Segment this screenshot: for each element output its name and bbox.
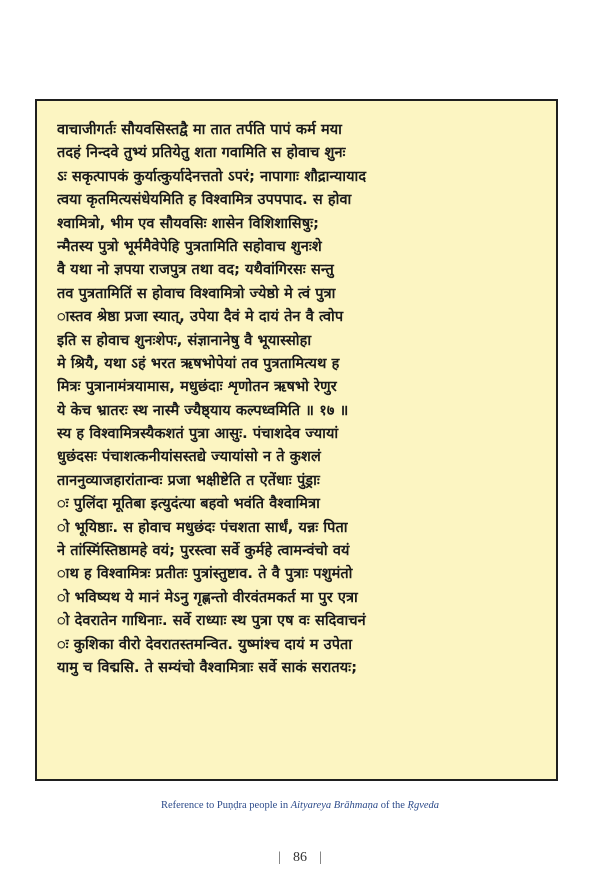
manuscript-text-block: [57, 119, 542, 680]
manuscript-line: यामु च विद्मसि. ते सम्यंचो वैश्वामित्राः सर्वे साकं सरातयः;: [57, 659, 358, 676]
manuscript-line: वै यथा नो ज्ञपया राजपुत्र तथा वद; यथैवांगिरसः सन्तु: [57, 262, 334, 279]
manuscript-line: मित्रः पुत्रानामंत्रयामास, मधुछंदाः शृणोतन ऋषभो रेणुर: [57, 379, 337, 396]
caption-source-title: Ṛgveda: [407, 800, 440, 811]
caption-prefix: Reference to Puṇḍra people in: [160, 800, 291, 811]
page-footer: [0, 850, 600, 866]
manuscript-line: ाथ ह विश्वामित्रः प्रतीतः पुत्रांस्तुष्टाव. ते वै पुत्राः पशुमंतो: [57, 566, 353, 583]
manuscript-line: ो भविष्यथ ये मानं मेऽनु गृह्णन्तो वीरवंतमकर्त मा पुर एत्रा: [57, 589, 358, 606]
manuscript-line: ताननुव्याजहारांतान्वः प्रजा भक्षीष्टेति त एतेंधाः पुंड्राः: [57, 472, 320, 489]
figure-caption: [0, 800, 600, 811]
page-number: 86: [293, 850, 307, 865]
manuscript-line: स्य ह विश्वामित्रस्यैकशतं पुत्रा आसुः. पंचाशदेव ज्यायां: [57, 426, 339, 443]
manuscript-line: ः कुशिका वीरो देवरातस्तमन्वित. युष्मांश्च दायं म उपेता: [57, 636, 353, 653]
manuscript-line: वाचाजीगर्तः सौयवसिस्तद्वै मा तात तर्पति पापं कर्म मया: [57, 122, 343, 138]
manuscript-line: ो देवरातेन गाथिनाः. सर्वे राध्याः स्थ पुत्रा एष वः सदिवाचनं: [57, 613, 366, 630]
manuscript-line: ने तांस्मिंस्तिष्ठामहे वयं; पुरस्त्वा सर्वे कुर्महे त्वामन्वंचो वयं: [57, 543, 350, 560]
manuscript-line: न्मैतस्य पुत्रो भूर्ममैवेपेहि पुत्रतामिति सहोवाच शुनःशे: [57, 238, 322, 255]
manuscript-line: तदहं निन्दवे तुभ्यं प्रतियेतु शता गवामिति स होवाच शुनः: [57, 145, 346, 162]
footer-right-bar: |: [319, 850, 322, 865]
manuscript-line: तव पुत्रतामितिं स होवाच विश्वामित्रो ज्येष्ठो मे त्वं पुत्रा: [57, 285, 336, 302]
manuscript-line: त्वया कृतमित्यसंधेयमिति ह विश्वामित्र उपपपाद. स होवा: [57, 192, 352, 209]
manuscript-line: ः पुलिंदा मूतिबा इत्युदंत्या बहवो भवंति वैश्वामित्रा: [57, 496, 320, 513]
manuscript-line: धुछंदसः पंचाशत्कनीयांसस्तद्ये ज्यायांसो न ते कुशलं: [57, 449, 321, 466]
caption-middle: of the: [378, 800, 408, 811]
caption-work-title: Aityareya Brāhmaṇa: [290, 800, 379, 811]
manuscript-line: ो भूयिष्ठाः. स होवाच मधुछंदः पंचशता सार्धं, यन्नः पिता: [57, 519, 348, 536]
manuscript-line: ास्तव श्रेष्ठा प्रजा स्यात्, उपेया दैवं मे दायं तेन वै त्वोप: [57, 309, 344, 326]
manuscript-line: ये केच भ्रातरः स्थ नास्मै ज्यैष्ठ्याय कल्पध्वमिति ॥ १७ ॥: [57, 402, 349, 419]
manuscript-line: श्वामित्रो, भीम एव सौयवसिः शासेन विशिशासिषुः;: [57, 215, 320, 232]
footer-left-bar: |: [278, 850, 281, 865]
manuscript-line: ऽः सकृत्पापकं कुर्यात्कुर्यादेनत्ततो ऽपरं; नापागाः शौद्रान्यायाद: [57, 168, 367, 185]
manuscript-line: मे श्रियै, यथा ऽहं भरत ऋषभोपेयां तव पुत्रतामित्यथ ह: [57, 355, 340, 372]
manuscript-figure: [35, 99, 558, 781]
manuscript-line: इति स होवाच शुनःशेपः, संज्ञानानेषु वै भूयास्सोहा: [57, 332, 312, 349]
